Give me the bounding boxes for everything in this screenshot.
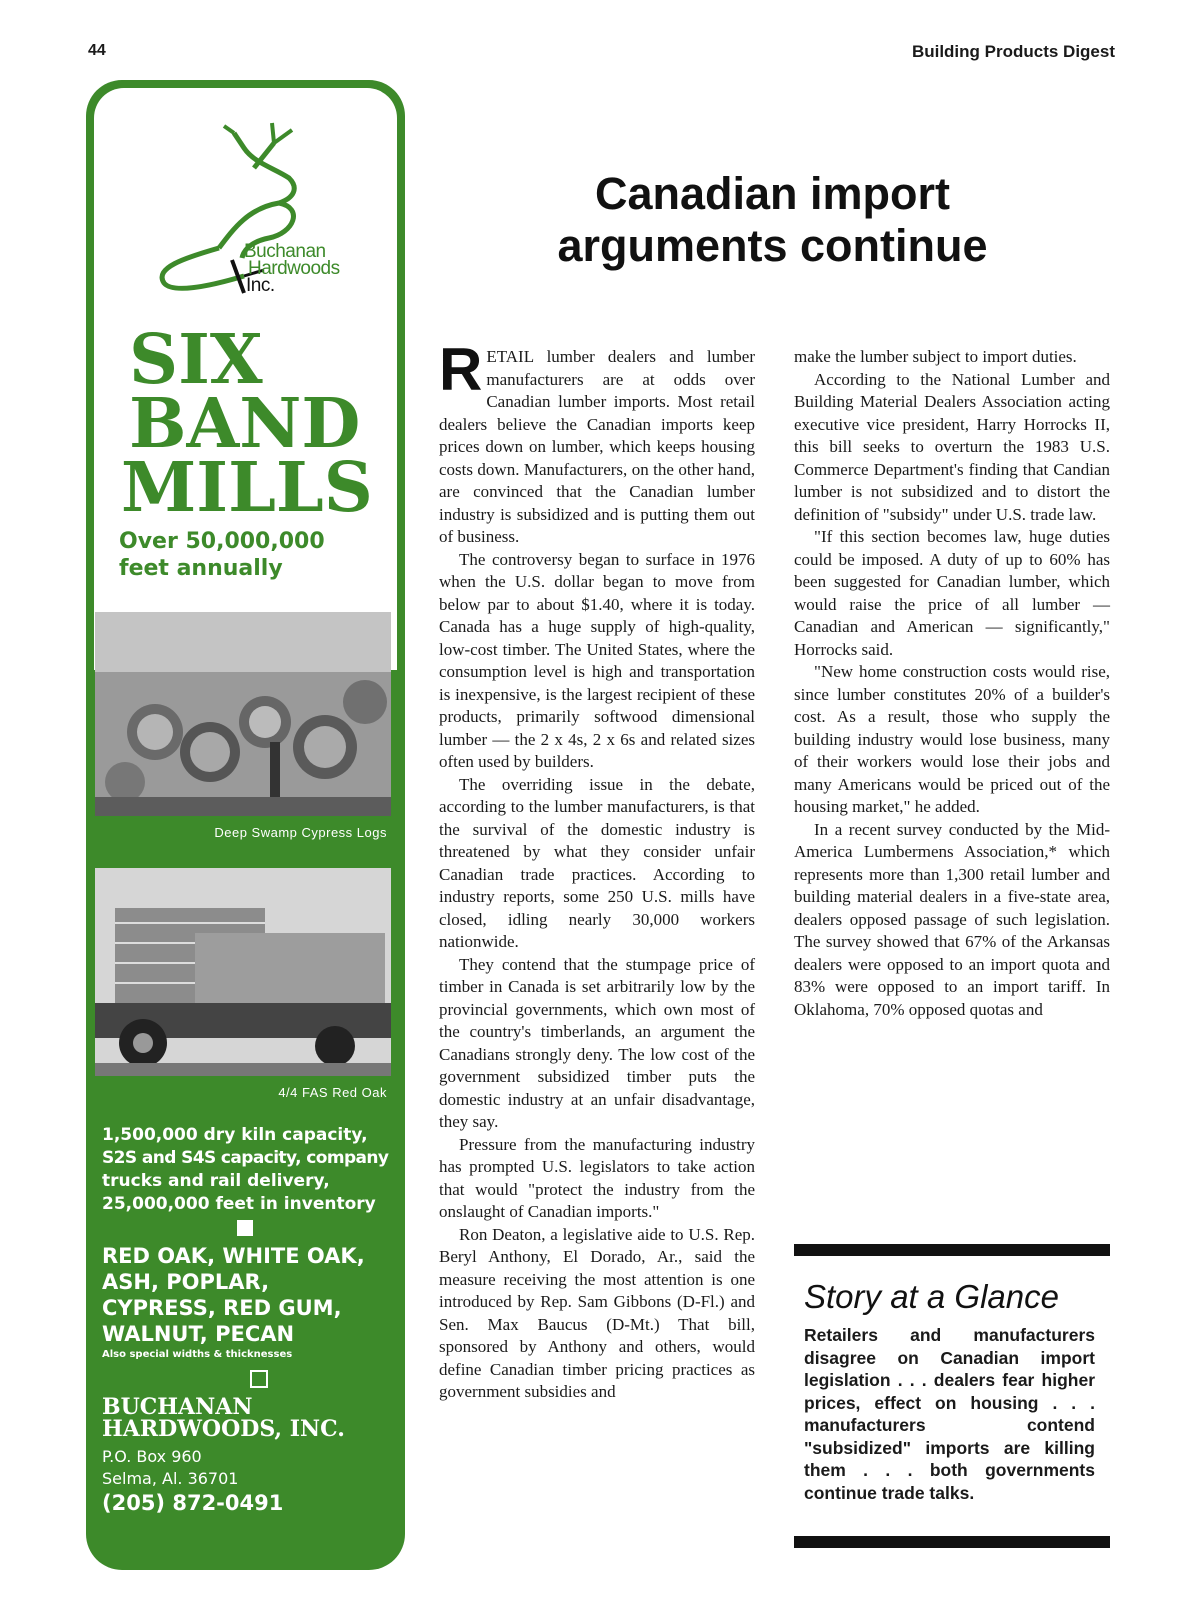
ad-capacity-text: [102, 1124, 402, 1216]
photo2-caption: 4/4 FAS Red Oak: [278, 1085, 387, 1100]
address-line: P.O. Box 960: [102, 1447, 202, 1466]
article-paragraph: According to the National Lumber and Building Material Dealers Association acting executive vice president, Harry Horrocks II, this bill seeks to overturn the 1983 U.S. Commerce Department's finding that Candian lumber is not subsidized and to distort the definition of "subsidy" under U.S. trade law.: [794, 369, 1110, 524]
glance-title: Story at a Glance: [804, 1278, 1059, 1315]
headline-line: SIX: [129, 320, 263, 400]
ad-species-list: [102, 1243, 365, 1347]
glance-top-rule: [794, 1244, 1110, 1256]
species-line: WALNUT, PECAN: [102, 1322, 295, 1346]
paragraph-text: ETAIL lumber dealers and lumber manufacturers are at odds over Canadian lumber imports. Most retail dealers believe the Canadian imports keep prices down on lumber, which keeps housing costs down. Manufacturers, on the other hand, are convinced that the Canadian lumber industry is subsidized and is putting them out of business.: [439, 347, 755, 546]
article-title: [430, 168, 1115, 272]
ad-phone: (205) 872-0491: [102, 1491, 284, 1515]
article-paragraph: The controversy began to surface in 1976 when the U.S. dollar began to move from below par to about $1.40, where it is today. Canada has a huge supply of high-quality, low-cost timber. The United States, where the consumption level is high and transportation is inexpensive, is the largest recipient of these products, primarily softwood dimensional lumber — the 2 x 4s, 2 x 6s and related sizes often used by builders.: [439, 549, 755, 771]
title-line: arguments continue: [557, 220, 988, 271]
article-paragraph: "New home construction costs would rise, since lumber constitutes 20% of a builder's cost. As a result, those who supply the building industry would lose business, many of their workers would lose their jobs and many Americans would be priced out of the housing market," he added.: [794, 662, 1110, 816]
subline-line: feet annually: [119, 556, 283, 581]
headline-line: MILLS: [121, 448, 373, 528]
capacity-line: trucks and rail delivery,: [102, 1171, 330, 1191]
article-paragraph: In a recent survey conducted by the Mid-America Lumbermens Association,* which represents more than 1,300 retail lumber and building material dealers in a five-state area, dealers opposed passage of such legislation. The survey showed that 67% of the Arkansas dealers were opposed to an import quota and 83% were opposed to an import tariff. In Oklahoma, 70% opposed quotas and: [794, 819, 1110, 1019]
buchanan-advertisement: [86, 80, 405, 1570]
title-line: Canadian import: [594, 168, 951, 219]
ad-subline: [119, 528, 325, 582]
article-paragraph: Pressure from the manufacturing industry has prompted U.S. legislators to take action that would "protect the industry from the onslaught of Canadian imports.": [439, 1134, 755, 1221]
capacity-line: 1,500,000 dry kiln capacity,: [102, 1125, 368, 1145]
drop-cap: R: [439, 336, 483, 403]
article-paragraph: The overriding issue in the debate, according to the lumber manufacturers, is that the survival of the domestic industry is threatened by what they consider unfair Canadian trade practices. According to industry reports, some 250 U.S. mills have closed, idling nearly 30,000 workers nationwide.: [439, 774, 755, 951]
capacity-line: S2S and S4S capacity, company: [102, 1148, 389, 1168]
headline-line: BAND: [129, 384, 361, 464]
red-oak-lumber-photo: [95, 868, 391, 1076]
ad-address: [102, 1446, 238, 1490]
publication-name: Building Products Digest: [911, 42, 1115, 61]
article-paragraph: [439, 336, 755, 549]
capacity-line: 25,000,000 feet in inventory: [102, 1194, 376, 1214]
logo-line: Buchanan: [244, 241, 326, 262]
article-column-2: [794, 346, 1110, 1021]
address-line: Selma, Al. 36701: [102, 1469, 239, 1488]
species-line: ASH, POPLAR,: [102, 1270, 270, 1294]
species-line: CYPRESS, RED GUM,: [102, 1296, 342, 1320]
species-line: RED OAK, WHITE OAK,: [102, 1244, 365, 1268]
open-square-bullet-icon: [250, 1370, 268, 1388]
ad-logo-text: [244, 243, 340, 294]
company-line: HARDWOODS, INC.: [102, 1416, 345, 1442]
article-paragraph: "If this section becomes law, huge duties could be imposed. A duty of up to 60% has been suggested for Canadian lumber, which would raise the price of all lumber — Canadian and American — significantly," Horrocks said.: [794, 527, 1110, 659]
article-column-1: [439, 336, 755, 1404]
company-line: BUCHANAN: [102, 1394, 253, 1420]
ad-top-panel: [94, 88, 397, 670]
subline-line: Over 50,000,000: [119, 529, 325, 554]
filled-square-bullet-icon: [237, 1220, 253, 1236]
article-paragraph: make the lumber subject to import duties.: [794, 347, 1077, 366]
cypress-logs-photo: [95, 612, 391, 816]
ad-special-sizes: Also special widths & thicknesses: [102, 1349, 293, 1360]
logo-line: Hardwoods: [248, 258, 340, 279]
photo1-caption: Deep Swamp Cypress Logs: [214, 825, 387, 840]
glance-summary: Retailers and manufacturers disagree on Canadian import legislation . . . dealers fear higher prices, effect on housing . . . manufacturers contend "subsidized" imports are killing them . . . both governments continue trade talks.: [804, 1325, 1095, 1503]
article-paragraph: They contend that the stumpage price of timber in Canada is set arbitrarily low by the provincial governments, which own most of the country's timberlands, an argument the Canadians strongly deny. The low cost of the government subsidized timber puts the domestic industry at an unfair disadvantage, they say.: [439, 954, 755, 1131]
page-number: 44: [88, 42, 106, 59]
ad-headline: [121, 320, 373, 528]
glance-bottom-rule: [794, 1536, 1110, 1548]
logo-line: Inc.: [246, 275, 275, 296]
ad-company-name: [102, 1396, 345, 1440]
article-paragraph: Ron Deaton, a legislative aide to U.S. Rep. Beryl Anthony, El Dorado, Ar., said the measure receiving the most attention is one introduced by Rep. Sam Gibbons (D-Fl.) and Sen. Max Baucus (D-Mt.) That bill, sponsored by Anthony and others, would define Canadian timber pricing practices as government subsidies and: [439, 1224, 755, 1401]
story-at-a-glance-box: [794, 1244, 1110, 1514]
